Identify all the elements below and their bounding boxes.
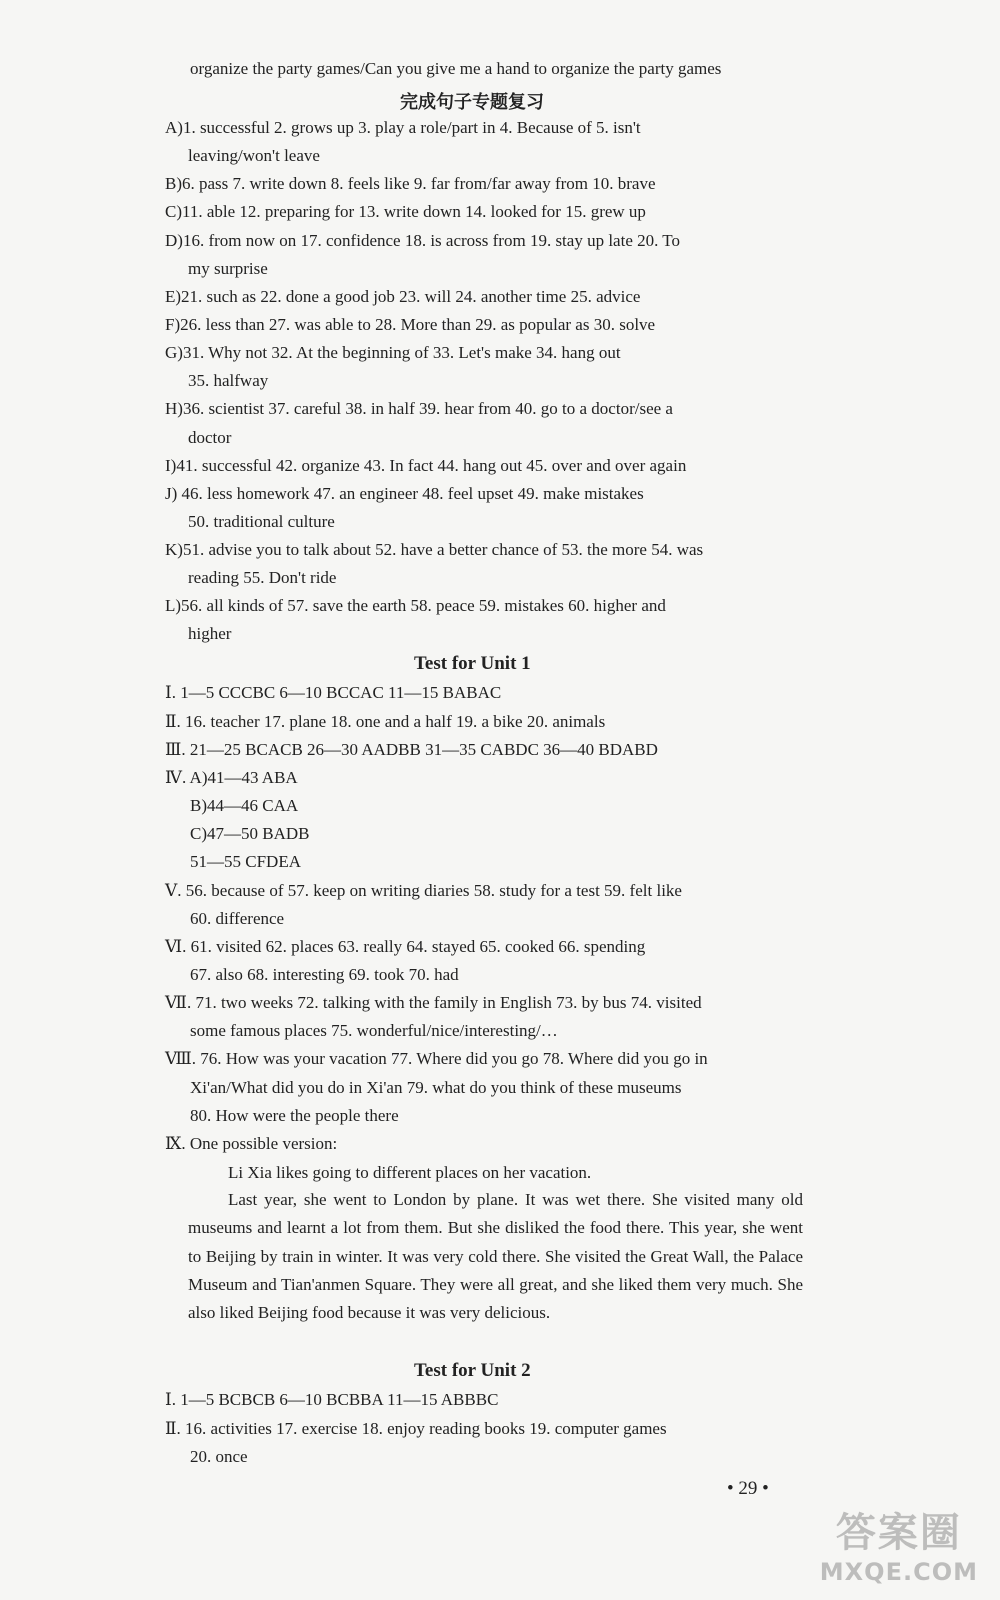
text-line: Ⅵ. 61. visited 62. places 63. really 64. stayed 65. cooked 66. spending <box>165 937 646 956</box>
text-line: C)47—50 BADB <box>190 824 310 843</box>
text-line: 50. traditional culture <box>188 512 335 531</box>
text-line: H)36. scientist 37. careful 38. in half 39. hear from 40. go to a doctor/see a <box>165 399 673 418</box>
text-line: E)21. such as 22. done a good job 23. will 24. another time 25. advice <box>165 287 641 306</box>
text-line: C)11. able 12. preparing for 13. write down 14. looked for 15. grew up <box>165 202 646 221</box>
essay-first-line: Li Xia likes going to different places on her vacation. <box>228 1163 592 1182</box>
text-line: A)1. successful 2. grows up 3. play a role/part in 4. Because of 5. isn't <box>165 118 641 137</box>
watermark-text: 答案圈 <box>835 1510 962 1556</box>
text-line: B)44—46 CAA <box>190 796 299 815</box>
text-line: I)41. successful 42. organize 43. In fact 44. hang out 45. over and over again <box>165 456 687 475</box>
text-line: J) 46. less homework 47. an engineer 48. feel upset 49. make mistakes <box>165 484 644 503</box>
text-line: F)26. less than 27. was able to 28. More than 29. as popular as 30. solve <box>165 315 656 334</box>
text-line: Ⅳ. A)41—43 ABA <box>165 768 298 787</box>
text-line: higher <box>188 624 232 643</box>
text-line: some famous places 75. wonderful/nice/interesting/… <box>190 1021 558 1040</box>
section-heading: 完成句子专题复习 <box>400 92 544 113</box>
text-line: Ⅱ. 16. activities 17. exercise 18. enjoy reading books 19. computer games <box>165 1419 667 1438</box>
text-line: Ⅰ. 1—5 BCBCB 6—10 BCBBA 11—15 ABBBC <box>165 1390 499 1409</box>
text-line: 51—55 CFDEA <box>190 852 301 871</box>
watermark-logo <box>820 1501 978 1586</box>
text-line: K)51. advise you to talk about 52. have a better chance of 53. the more 54. was <box>165 540 704 559</box>
text-line: Ⅴ. 56. because of 57. keep on writing diaries 58. study for a test 59. felt like <box>165 881 682 900</box>
text-line: leaving/won't leave <box>188 146 320 165</box>
text-line: B)6. pass 7. write down 8. feels like 9. far from/far away from 10. brave <box>165 174 656 193</box>
watermark-url: MXQE.COM <box>819 1558 978 1586</box>
text-line: Ⅲ. 21—25 BCACB 26—30 AADBB 31—35 CABDC 36—40 BDABD <box>165 740 658 759</box>
text-line: Ⅰ. 1—5 CCCBC 6—10 BCCAC 11—15 BABAC <box>165 683 502 702</box>
page-number: • 29 • <box>727 1478 769 1499</box>
essay-paragraph: Last year, she went to London by plane. It was wet there. She visited many old museums and learnt a lot from them. But she disliked the food there. This year, she went to Beijing by train in winter. It was very cold there. She visited the Great Wall, the Palace Museum and Tian'anmen Square. They were all great, and she liked them very much. She also liked Beijing food because it was very delicious. <box>188 1190 803 1323</box>
text-line: doctor <box>188 428 232 447</box>
text-line: my surprise <box>188 259 268 278</box>
section-heading: Test for Unit 1 <box>414 653 531 674</box>
text-line: Ⅶ. 71. two weeks 72. talking with the family in English 73. by bus 74. visited <box>165 993 702 1012</box>
text-line: L)56. all kinds of 57. save the earth 58. peace 59. mistakes 60. higher and <box>165 596 666 615</box>
text-line: reading 55. Don't ride <box>188 568 337 587</box>
text-line: Ⅷ. 76. How was your vacation 77. Where did you go 78. Where did you go in <box>165 1049 708 1068</box>
text-line: 20. once <box>190 1447 248 1466</box>
text-line: Ⅱ. 16. teacher 17. plane 18. one and a half 19. a bike 20. animals <box>165 712 606 731</box>
text-line: G)31. Why not 32. At the beginning of 33. Let's make 34. hang out <box>165 343 621 362</box>
text-line: organize the party games/Can you give me a hand to organize the party games <box>190 59 722 78</box>
text-line: D)16. from now on 17. confidence 18. is across from 19. stay up late 20. To <box>165 231 681 250</box>
text-line: Ⅸ. One possible version: <box>165 1134 338 1153</box>
text-line: Xi'an/What did you do in Xi'an 79. what do you think of these museums <box>190 1078 682 1097</box>
text-line: 80. How were the people there <box>190 1106 399 1125</box>
text-line: 60. difference <box>190 909 285 928</box>
section-heading: Test for Unit 2 <box>414 1360 531 1381</box>
text-line: 67. also 68. interesting 69. took 70. had <box>190 965 459 984</box>
text-line: 35. halfway <box>188 371 269 390</box>
